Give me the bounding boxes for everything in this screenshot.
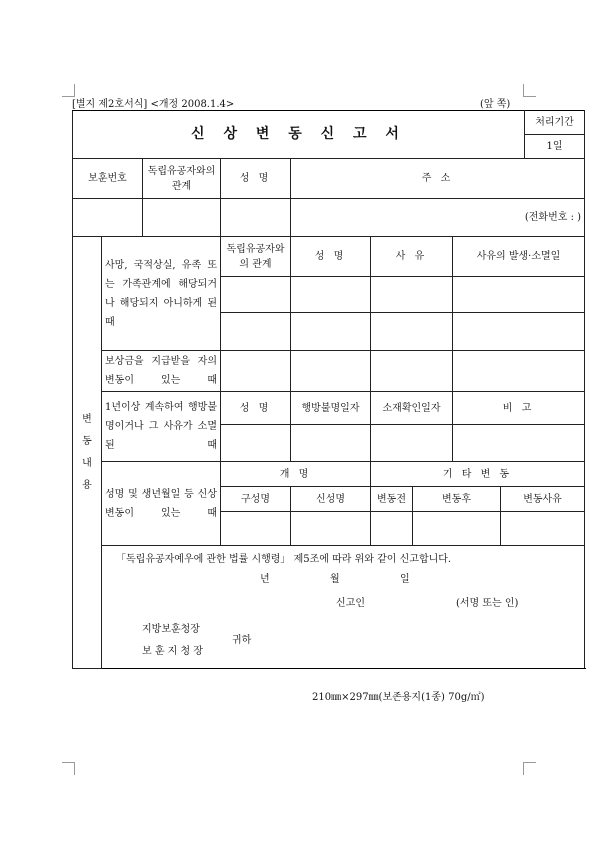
rename-group-header: 개 명 xyxy=(221,462,371,487)
date-year-label: 년 xyxy=(260,574,270,585)
page-side-label: (앞 쪽) xyxy=(480,99,511,110)
name-field[interactable] xyxy=(221,199,291,237)
missing-name-header: 성 명 xyxy=(221,392,291,425)
new-name-header: 신성명 xyxy=(291,487,371,512)
old-name-header: 구성명 xyxy=(221,487,291,512)
death-relation-header: 독립유공자와의 관계 xyxy=(221,237,291,277)
report-form-table xyxy=(72,110,585,669)
address-header: 주 소 xyxy=(291,159,585,199)
compensation-field-4[interactable] xyxy=(453,351,585,392)
recipient-branch-office: 보 훈 지 청 장 xyxy=(142,646,204,657)
crop-mark-top-right xyxy=(523,84,536,97)
new-name-field[interactable] xyxy=(291,512,371,546)
death-relation-field-2[interactable] xyxy=(221,313,291,351)
address-field[interactable] xyxy=(291,199,585,237)
crop-mark-bottom-right xyxy=(523,762,536,775)
missing-note-header: 비 고 xyxy=(453,392,585,425)
before-change-field[interactable] xyxy=(371,512,413,546)
death-name-header: 성 명 xyxy=(291,237,371,277)
missing-note-field[interactable] xyxy=(453,425,585,462)
change-reason-field[interactable] xyxy=(501,512,585,546)
recipient-regional-office: 지방보훈청장 xyxy=(142,624,200,635)
declaration-block xyxy=(102,546,585,669)
death-name-field-2[interactable] xyxy=(291,313,371,351)
death-date-header: 사유의 발생·소멸일 xyxy=(453,237,585,277)
death-date-field-2[interactable] xyxy=(453,313,585,351)
death-name-field[interactable] xyxy=(291,277,371,313)
death-date-field[interactable] xyxy=(453,277,585,313)
form-title: 신 상 변 동 신 고 서 xyxy=(73,111,525,159)
bohun-number-field[interactable] xyxy=(73,199,143,237)
declaration-text: 「독립유공자예우에 관한 법률 시행령」 제5조에 따라 위와 같이 신고합니다. xyxy=(116,554,452,565)
paper-spec-footer: 210㎜×297㎜(보존용지(1종) 70g/㎡) xyxy=(312,692,485,703)
missing-name-field[interactable] xyxy=(221,425,291,462)
compensation-field-3[interactable] xyxy=(371,351,453,392)
name-header: 성 명 xyxy=(221,159,291,199)
before-change-header: 변동전 xyxy=(371,487,413,512)
found-date-field[interactable] xyxy=(371,425,453,462)
date-month-label: 월 xyxy=(330,574,340,585)
death-reason-field-2[interactable] xyxy=(371,313,453,351)
death-reason-header: 사 유 xyxy=(371,237,453,277)
phone-label: (전화번호 : ) xyxy=(524,212,582,223)
relation-header: 독립유공자와의 관계 xyxy=(143,159,221,199)
bohun-number-header: 보훈번호 xyxy=(73,159,143,199)
relation-field[interactable] xyxy=(143,199,221,237)
compensation-field-2[interactable] xyxy=(291,351,371,392)
applicant-label: 신고인 xyxy=(336,598,365,609)
missing-date-header: 행방불명일자 xyxy=(291,392,371,425)
compensation-field-1[interactable] xyxy=(221,351,291,392)
processing-period-label: 처리기간 xyxy=(525,111,585,135)
after-change-field[interactable] xyxy=(413,512,501,546)
form-reference: [별지 제2호서식] <개정 2008.1.4> xyxy=(72,99,235,110)
missing-condition-desc: 1년이상 계속하여 행방불명이거나 그 사유가 소멸된 때 xyxy=(102,392,221,462)
found-date-header: 소재확인일자 xyxy=(371,392,453,425)
change-section-label: 변 동 내 용 xyxy=(73,237,102,669)
change-reason-header: 변동사유 xyxy=(501,487,585,512)
other-change-group-header: 기 타 변 동 xyxy=(371,462,585,487)
date-day-label: 일 xyxy=(400,574,410,585)
signature-label: (서명 또는 인) xyxy=(456,598,519,609)
death-condition-desc: 사망, 국적상실, 유족 또는 가족관계에 해당되거나 해당되지 아니하게 된 때 xyxy=(102,237,221,351)
missing-date-field[interactable] xyxy=(291,425,371,462)
personal-change-desc: 성명 및 생년월일 등 신상변동이 있는 때 xyxy=(102,462,221,546)
old-name-field[interactable] xyxy=(221,512,291,546)
crop-mark-bottom-left xyxy=(62,762,75,775)
death-reason-field[interactable] xyxy=(371,277,453,313)
honorific-label: 귀하 xyxy=(232,635,252,646)
processing-period-value: 1일 xyxy=(525,135,585,159)
after-change-header: 변동후 xyxy=(413,487,501,512)
death-relation-field[interactable] xyxy=(221,277,291,313)
compensation-condition-desc: 보상금을 지급받을 자의 변동이 있는 때 xyxy=(102,351,221,392)
